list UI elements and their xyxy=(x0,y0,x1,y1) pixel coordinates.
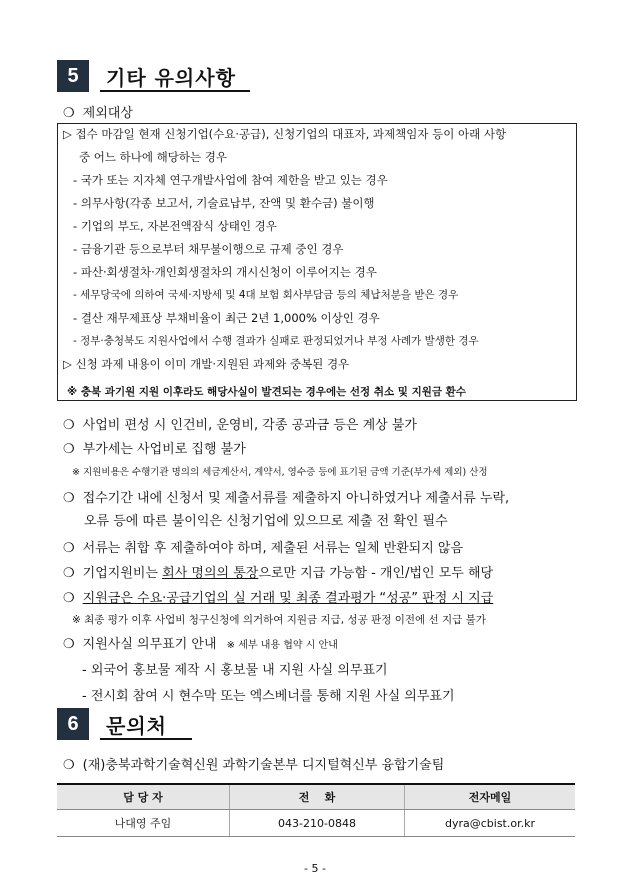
circle-bullet-icon: ❍ xyxy=(63,637,75,652)
circle-bullet-icon: ❍ xyxy=(63,591,75,606)
submission-rule: ❍ 접수기간 내에 신청서 및 제출서류를 제출하지 아니하였거나 제출서류 누락, xyxy=(63,491,510,506)
section-title: 문의처 xyxy=(106,714,167,738)
documents-rule: ❍ 서류는 취합 후 제출하여야 하며, 제출된 서류는 일체 반환되지 않음 xyxy=(63,541,464,556)
contact-table xyxy=(57,783,575,837)
circle-bullet-icon: ❍ xyxy=(63,758,75,773)
exclusion-item: - 세무당국에 의하여 국세·지방세 및 4대 보험 회사부담금 등의 체납처분을 받은 경우 xyxy=(73,289,459,301)
payment-rule: ❍ 지원금은 수요·공급기업의 실 거래 및 최종 결과평가 “성공” 판정 시 지급 xyxy=(63,591,494,606)
notice-rule: ❍ 지원사실 의무표기 안내 ※ 세부 내용 협약 시 안내 xyxy=(63,637,338,652)
budget-rule: ❍ 사업비 편성 시 인건비, 운영비, 각종 공과금 등은 계상 불가 xyxy=(63,418,417,433)
submission-rule-cont: 오류 등에 따른 불이익은 신청기업에 있으므로 제출 전 확인 필수 xyxy=(84,514,448,529)
header-name: 담 당 자 xyxy=(57,784,230,810)
exclusion-item: - 기업의 부도, 자본전액잠식 상태인 경우 xyxy=(73,219,277,233)
exclusion-item: - 파산·회생절차·개인회생절차의 개시신청이 이루어지는 경우 xyxy=(73,265,377,279)
contact-name: 나대영 주임 xyxy=(57,810,230,837)
notice-item: - 외국어 홍보물 제작 시 홍보물 내 지원 사실 의무표기 xyxy=(82,663,388,678)
bank-account-rule: ❍ 기업지원비는 회사 명의의 통장으로만 지급 가능함 - 개인/법인 모두 해당 xyxy=(63,566,494,581)
header-email: 전자메일 xyxy=(405,784,576,810)
exclusion-heading: ❍ 제외대상 xyxy=(63,106,133,121)
payment-note: ※ 최종 평가 이후 사업비 청구신청에 의거하여 지원금 지급, 성공 판정 이전에 선 지급 불가 xyxy=(72,614,486,626)
exclusion-item: - 결산 재무제표상 부채비율이 최근 2년 1,000% 이상인 경우 xyxy=(73,311,380,325)
vat-rule: ❍ 부가세는 사업비로 집행 불가 xyxy=(63,442,246,457)
exclusion-item: - 국가 또는 지자체 연구개발사업에 참여 제한을 받고 있는 경우 xyxy=(73,173,388,187)
exclusion-note: ※ 충북 과기원 지원 이후라도 해당사실이 발견되는 경우에는 선정 취소 및 지원금 환수 xyxy=(67,386,466,398)
exclusion-item: - 정부·충청북도 지원사업에서 수행 결과가 실패로 판정되었거나 부정 사례가 발생한 경우 xyxy=(73,335,479,347)
contact-org: ❍ (재)충북과학기술혁신원 과학기술본부 디지털혁신부 융합기술팀 xyxy=(63,758,445,773)
page-number: - 5 - xyxy=(304,862,326,875)
exclusion-item: - 의무사항(각종 보고서, 기술료납부, 잔액 및 환수금) 불이행 xyxy=(73,196,375,210)
contact-phone: 043-210-0848 xyxy=(230,810,405,837)
section-number-badge: 6 xyxy=(57,708,89,740)
section-title-underline xyxy=(100,738,192,740)
exclusion-item: ▷ 접수 마감일 현재 신청기업(수요·공급), 신청기업의 대표자, 과제책임자 등이 아래 사항 xyxy=(63,127,507,141)
cost-basis-note: ※ 지원비용은 수행기관 명의의 세금계산서, 계약서, 영수증 등에 표기된 금액 기준(부가세 제외) 산정 xyxy=(72,467,488,478)
section-title: 기타 유의사항 xyxy=(106,66,236,90)
table-row xyxy=(57,810,575,837)
section-number-badge: 5 xyxy=(57,60,89,92)
circle-bullet-icon: ❍ xyxy=(63,106,75,121)
section-title-underline xyxy=(100,90,250,92)
exclusion-item: ▷ 신청 과제 내용이 이미 개발·지원된 과제와 중복된 경우 xyxy=(63,357,350,371)
exclusion-item: 중 어느 하나에 해당하는 경우 xyxy=(79,150,227,164)
circle-bullet-icon: ❍ xyxy=(63,566,75,581)
table-header-row xyxy=(57,784,575,810)
header-phone: 전 화 xyxy=(230,784,405,810)
contact-email[interactable]: dyra@cbist.or.kr xyxy=(405,810,576,837)
exclusion-item: - 금융기관 등으로부터 채무불이행으로 규제 중인 경우 xyxy=(73,242,344,256)
notice-item: - 전시회 참여 시 현수막 또는 엑스베너를 통해 지원 사실 의무표기 xyxy=(82,689,455,704)
